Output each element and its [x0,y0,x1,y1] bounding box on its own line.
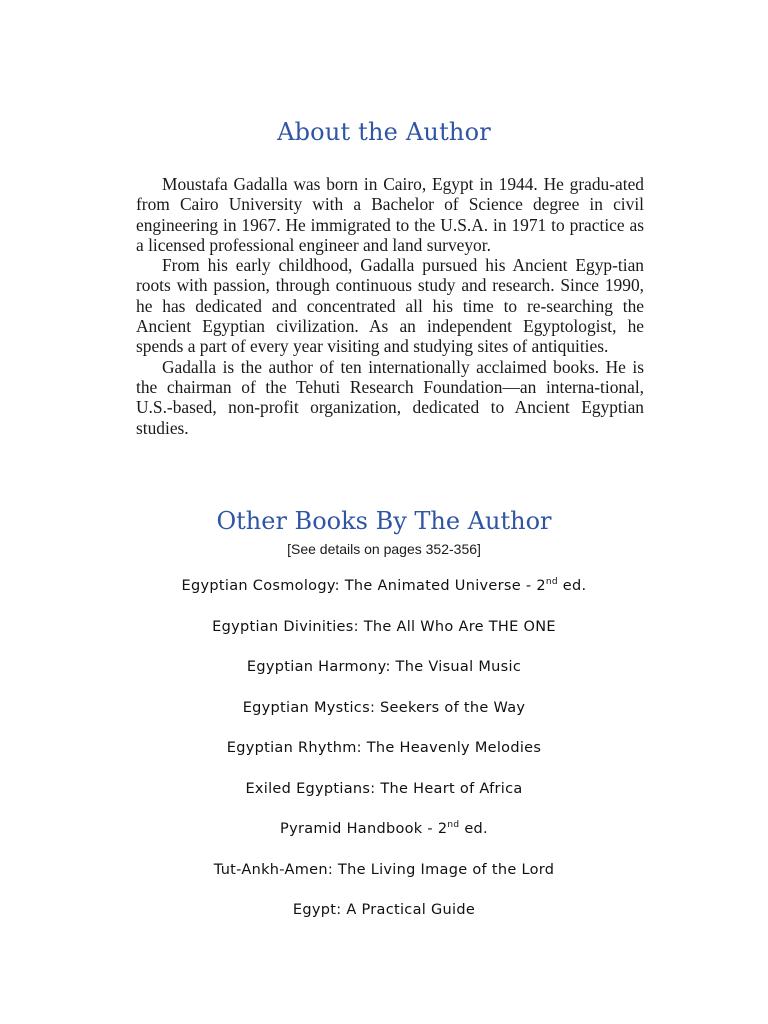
bio-paragraph: Gadalla is the author of ten internationally acclaimed books. He is the chairman of the Tehuti Research Foundation—an interna-tional, U.S.-based, non-profit organization, dedicated to Ancient Egyptian studies. [136,356,644,438]
book-list [0,578,768,943]
book-title-item: Egyptian Divinities: The All Who Are THE ONE [212,618,556,635]
bio-paragraph: From his early childhood, Gadalla pursued his Ancient Egyp-tian roots with passion, through continuous study and research. Since 1990, he has dedicated and concentrated all his time to re-searching the Ancient Egyptian civilization. As an independent Egyptologist, he spends a part of every year visiting and studying sites of antiquities. [136,255,644,357]
book-title-item: Exiled Egyptians: The Heart of Africa [245,780,523,797]
book-title-item: Egyptian Cosmology: The Animated Universe - 2nd ed. [181,577,587,594]
book-title-item: Pyramid Handbook - 2nd ed. [280,820,488,837]
author-biography [136,174,644,438]
book-title-item: Egyptian Mystics: Seekers of the Way [242,699,526,716]
book-title-item: Egypt: A Practical Guide [292,902,476,918]
about-author-heading: About the Author [277,118,491,146]
pages-reference-note: [See details on pages 352-356] [287,541,481,557]
other-books-heading: Other Books By The Author [216,507,552,535]
book-title-item: Egyptian Harmony: The Visual Music [246,659,522,675]
bio-paragraph: Moustafa Gadalla was born in Cairo, Egypt in 1944. He gradu-ated from Cairo University with a Bachelor of Science degree in civil engineering in 1967. He immigrated to the U.S.A. in 1971 to practice as a licensed professional engineer and land surveyor. [136,174,644,255]
book-title-item: Egyptian Rhythm: The Heavenly Melodies [226,740,542,756]
book-title-item: Tut-Ankh-Amen: The Living Image of the Lord [213,861,555,878]
